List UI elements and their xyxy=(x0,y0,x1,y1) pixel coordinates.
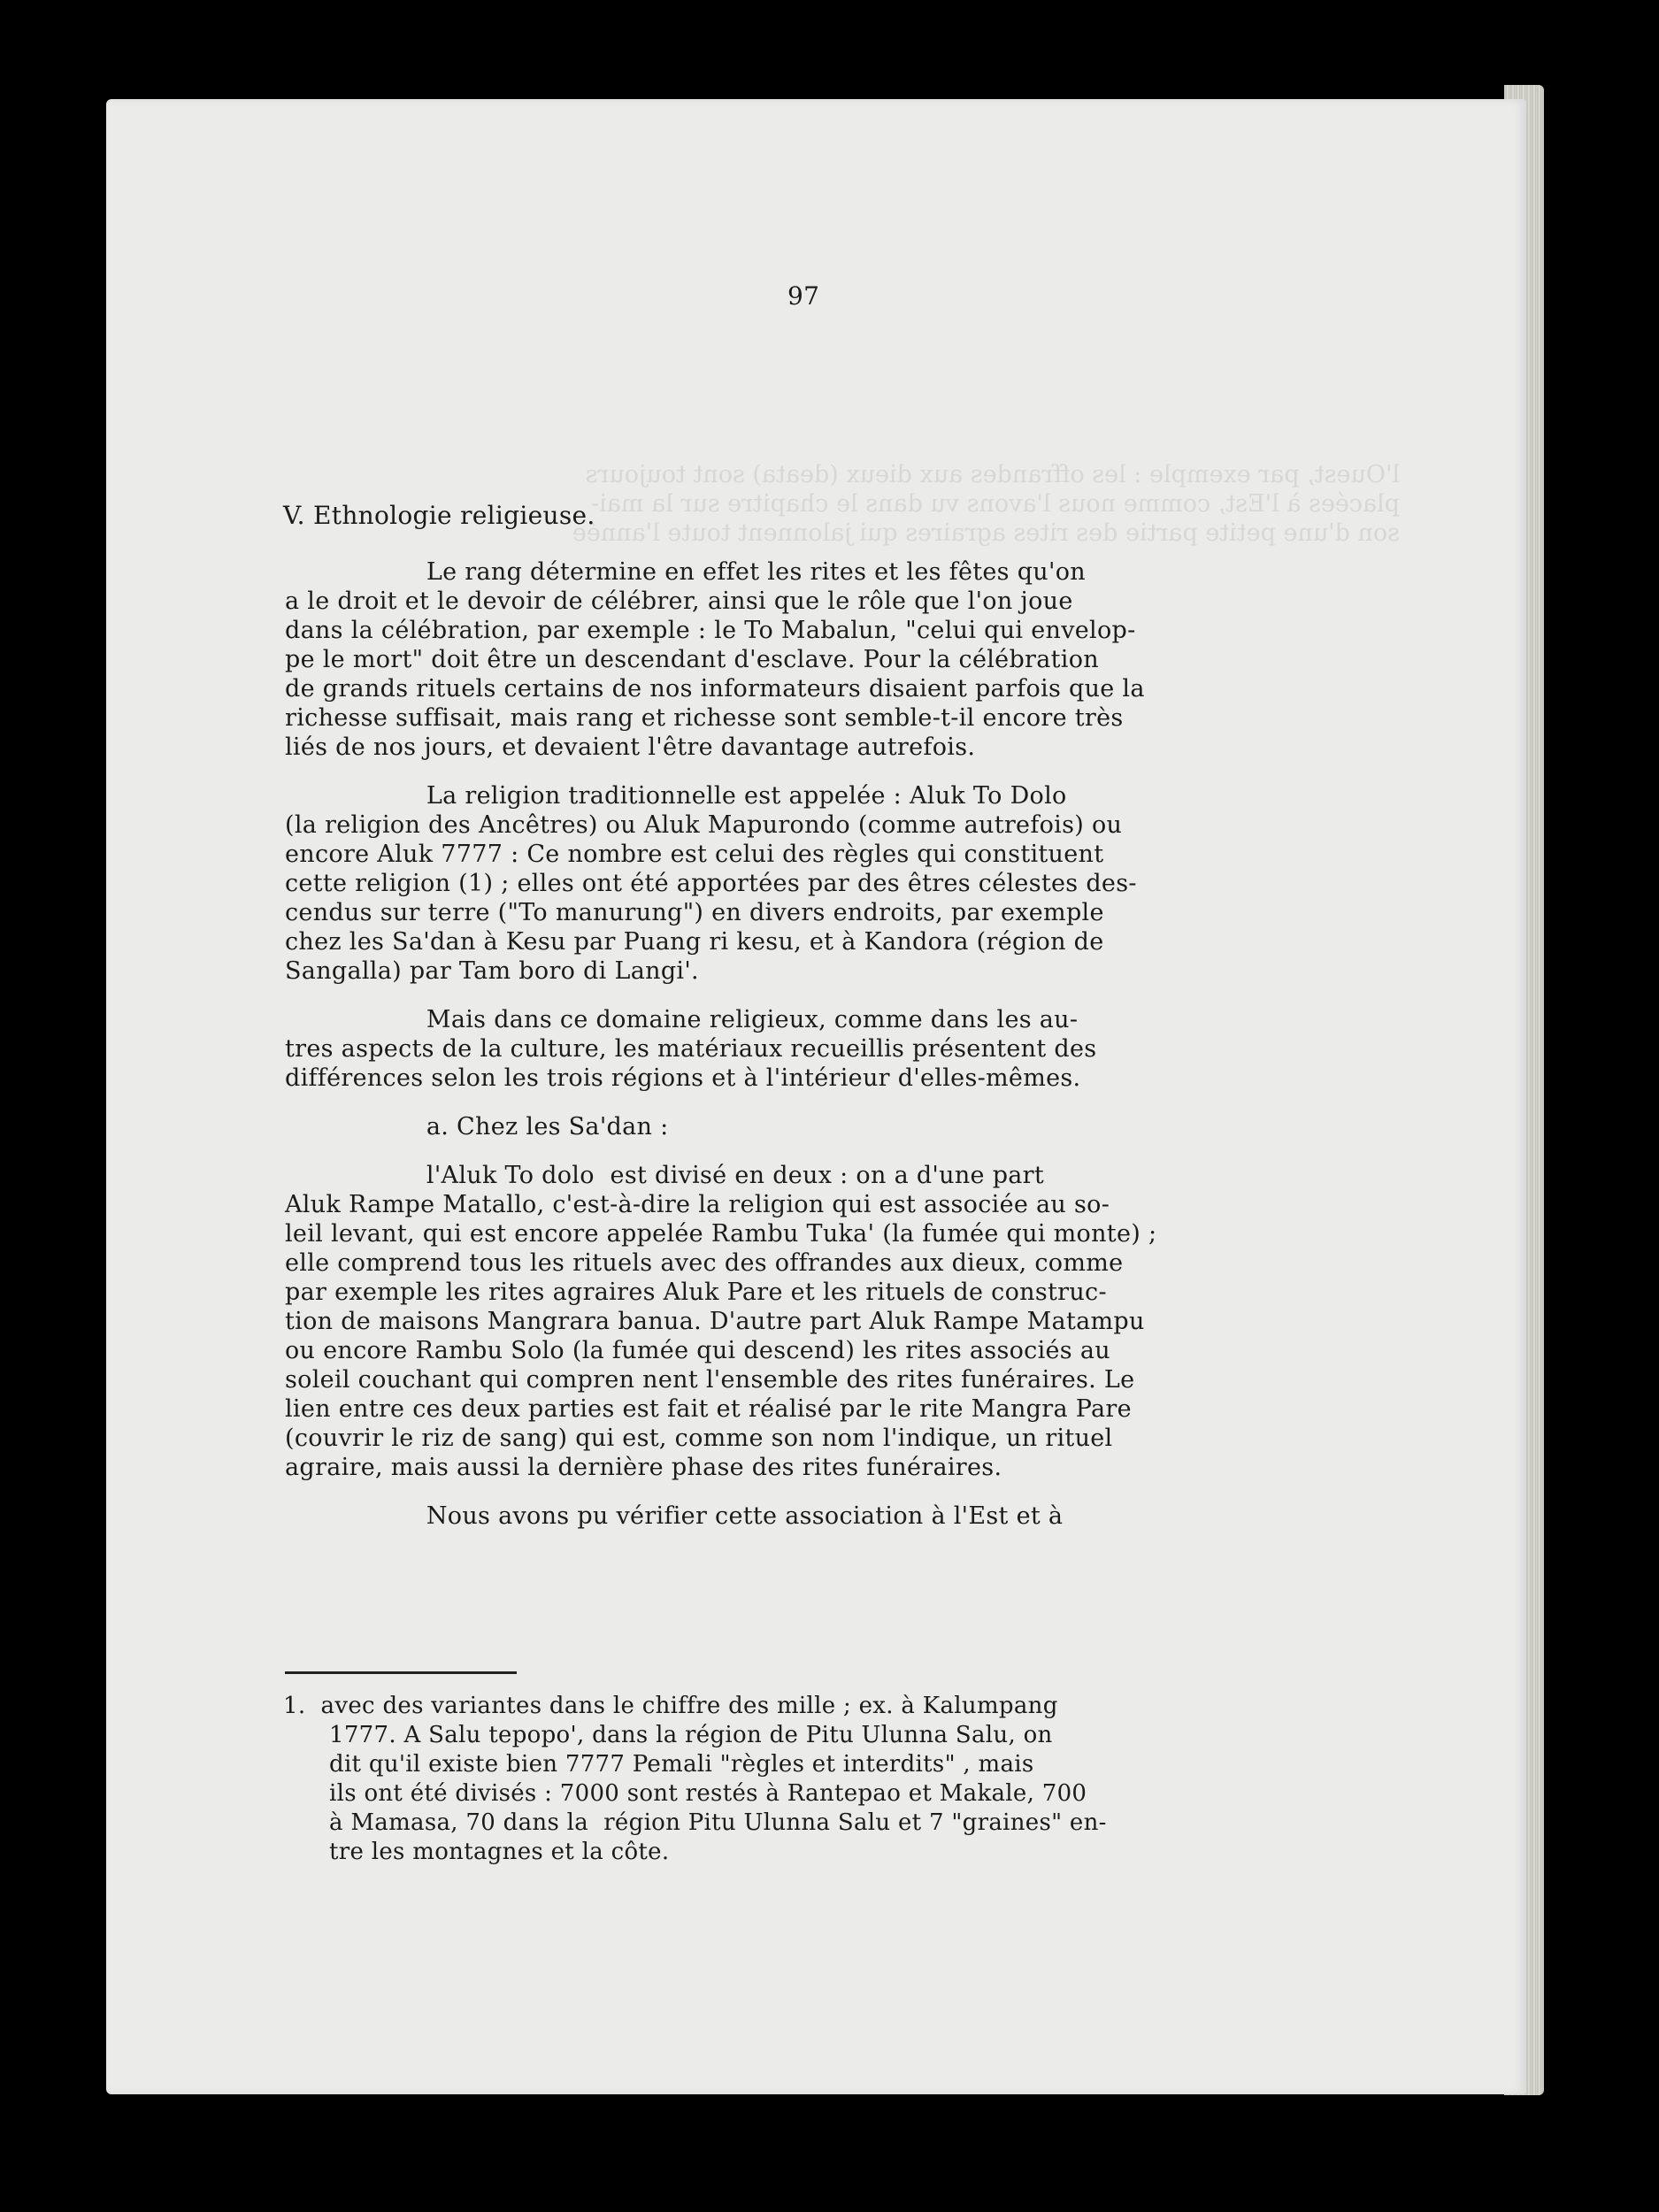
text-line: chez les Sa'dan à Kesu par Puang ri kesu, et à Kandora (région de xyxy=(285,928,1104,956)
text-line: cendus sur terre ("To manurung") en divers endroits, par exemple xyxy=(285,899,1104,926)
text-line: Nous avons pu vérifier cette association à l'Est et à xyxy=(285,1502,1064,1530)
body-text xyxy=(285,557,1156,1531)
footnote-line: ils ont été divisés : 7000 sont restés à Rantepao et Makale, 700 xyxy=(329,1780,1087,1807)
paragraph xyxy=(285,557,1156,762)
footnote xyxy=(283,1692,1107,1867)
text-line: (la religion des Ancêtres) ou Aluk Mapurondo (comme autrefois) ou xyxy=(285,811,1123,839)
text-line: ou encore Rambu Solo (la fumée qui descend) les rites associés au xyxy=(285,1337,1110,1364)
paragraph-gap xyxy=(285,1093,1156,1112)
paragraph-gap xyxy=(285,986,1156,1005)
text-line: Aluk Rampe Matallo, c'est-à-dire la religion qui est associée au so- xyxy=(285,1191,1110,1218)
paragraph xyxy=(285,781,1156,986)
text-line: liés de nos jours, et devaient l'être davantage autrefois. xyxy=(285,733,976,761)
text-line: par exemple les rites agraires Aluk Pare et les rituels de construc- xyxy=(285,1279,1107,1306)
text-line: Le rang détermine en effet les rites et les fêtes qu'on xyxy=(285,558,1086,586)
text-line: différences selon les trois régions et à l'intérieur d'elles-mêmes. xyxy=(285,1064,1081,1092)
text-line: pe le mort" doit être un descendant d'esclave. Pour la célébration xyxy=(285,646,1099,673)
text-line: elle comprend tous les rituels avec des offrandes aux dieux, comme xyxy=(285,1249,1124,1277)
text-line: (couvrir le riz de sang) qui est, comme son nom l'indique, un rituel xyxy=(285,1425,1113,1452)
text-line: tres aspects de la culture, les matériaux recueillis présentent des xyxy=(285,1035,1097,1063)
text-line: l'Aluk To dolo est divisé en deux : on a d'une part xyxy=(285,1162,1045,1189)
paragraph-gap xyxy=(285,1141,1156,1161)
text-line: de grands rituels certains de nos informateurs disaient parfois que la xyxy=(285,675,1145,703)
footnote-rule xyxy=(285,1671,517,1674)
text-line: soleil couchant qui compren nent l'ensemble des rites funéraires. Le xyxy=(285,1366,1135,1394)
text-line: encore Aluk 7777 : Ce nombre est celui des règles qui constituent xyxy=(285,841,1104,868)
text-line: a. Chez les Sa'dan : xyxy=(285,1113,669,1141)
text-line: Mais dans ce domaine religieux, comme dans les au- xyxy=(285,1006,1079,1033)
text-line: agraire, mais aussi la dernière phase des rites funéraires. xyxy=(285,1454,1002,1481)
text-line: tion de maisons Mangrara banua. D'autre part Aluk Rampe Matampu xyxy=(285,1308,1145,1335)
footnote-line: 1777. A Salu tepopo', dans la région de Pitu Ulunna Salu, on xyxy=(329,1722,1053,1748)
text-line: leil levant, qui est encore appelée Rambu Tuka' (la fumée qui monte) ; xyxy=(285,1220,1157,1248)
paragraph xyxy=(285,1161,1156,1482)
text-line: lien entre ces deux parties est fait et réalisé par le rite Mangra Pare xyxy=(285,1395,1132,1423)
paragraph-gap xyxy=(285,1482,1156,1502)
text-line: Sangalla) par Tam boro di Langi'. xyxy=(285,957,699,985)
text-line: a le droit et le devoir de célébrer, ainsi que le rôle que l'on joue xyxy=(285,588,1073,615)
footnote-line: 1. avec des variantes dans le chiffre des mille ; ex. à Kalumpang xyxy=(283,1693,1058,1719)
paragraph-gap xyxy=(285,762,1156,781)
paragraph xyxy=(285,1112,1156,1141)
page-number: 97 xyxy=(787,281,820,311)
footnote-line: à Mamasa, 70 dans la région Pitu Ulunna Salu et 7 "graines" en- xyxy=(329,1809,1107,1836)
text-line: dans la célébration, par exemple : le To Mabalun, "celui qui envelop- xyxy=(285,617,1136,644)
paragraph xyxy=(285,1502,1156,1531)
footnote-line: dit qu'il existe bien 7777 Pemali "règles et interdits" , mais xyxy=(329,1751,1034,1778)
footnote-line: tre les montagnes et la côte. xyxy=(329,1839,670,1865)
paragraph xyxy=(285,1005,1156,1093)
bleed-through-text: l'Ouest, par exemple : les offrandes aux dieux (deata) sont toujours placées à l'Est, comme nous l'avons vu dans le chapitre sur la mai- son d'une petite partie des rites agraires qui jalonnent toute l'année xyxy=(572,461,1400,547)
section-heading: V. Ethnologie religieuse. xyxy=(283,501,595,530)
text-line: cette religion (1) ; elles ont été apportées par des êtres célestes des- xyxy=(285,870,1137,897)
text-line: richesse suffisait, mais rang et richesse sont semble-t-il encore très xyxy=(285,704,1124,732)
text-line: La religion traditionnelle est appelée : Aluk To Dolo xyxy=(285,782,1067,810)
